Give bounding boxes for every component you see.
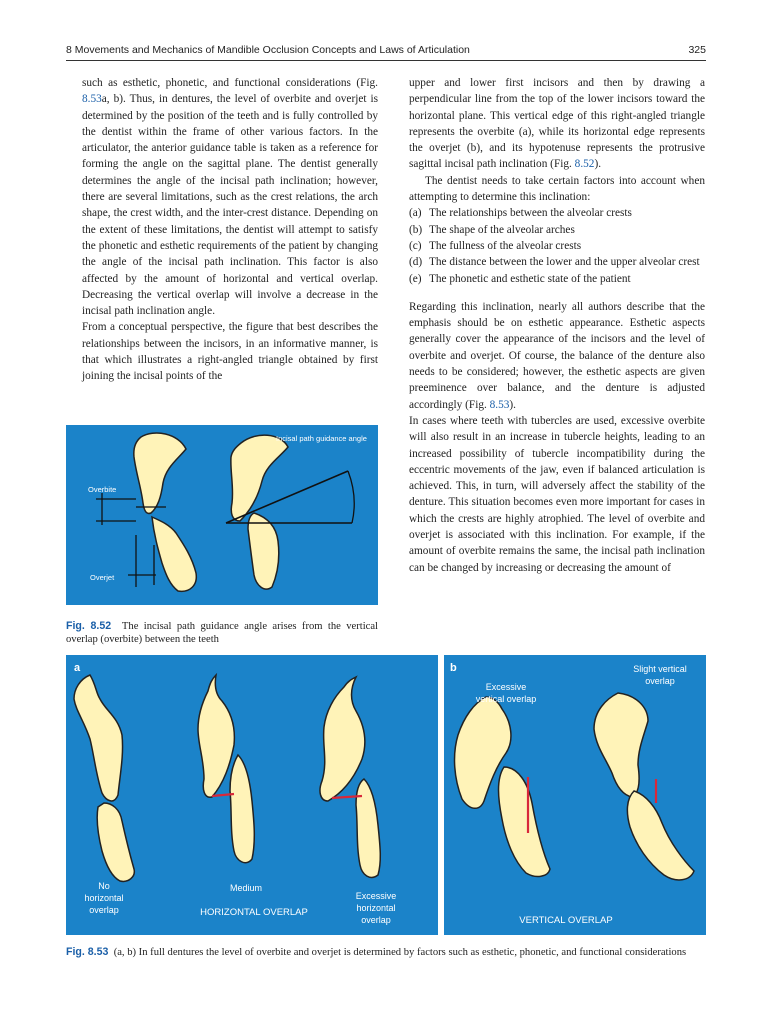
list-item: (d) The distance between the lower and the upper alveolar crest xyxy=(409,256,700,269)
figure-link[interactable]: 8.53 xyxy=(82,93,102,106)
svg-text:VERTICAL OVERLAP: VERTICAL OVERLAP xyxy=(519,915,613,926)
lower-incisor-left xyxy=(152,517,196,591)
figure-link[interactable]: 8.53 xyxy=(489,398,510,411)
svg-text:No: No xyxy=(98,881,110,891)
svg-text:Excessive: Excessive xyxy=(485,682,527,692)
figure-8-52 xyxy=(66,425,378,605)
paragraph: upper and lower first incisors and then by drawing a perpendicular line from the top of the lower incisors toward the horizontal plane. This vertical edge of this right-angled triangle represents the overbite (a), while its horizontal edge represents the overjet (b), and its hypotenuse represents the protrusive sagittal incisal path inclination (Fig. 8.52). xyxy=(409,77,705,171)
paragraph: From a conceptual perspective, the figure that best describes the relationships between the incisors, in an informative manner, is that which illustrates a right-angled triangle obtained by first joining the incisal points of the xyxy=(82,321,378,383)
paragraph: Regarding this inclination, nearly all authors describe that the emphasis should be on esthetic appearance. Esthetic aspects generally cover the appearance of the incisors and the level of overbite and overjet. Of course, the balance of the denture also needs to be considered; however, the esthetic aspects are given preeminence over balance, and the denture is adjusted accordingly (Fig. 8.53). xyxy=(409,300,705,411)
overlap-diagram xyxy=(66,655,706,935)
svg-text:horizontal: horizontal xyxy=(356,903,396,913)
figure-caption: Fig. 8.53 (a, b) In full dentures the level of overbite and overjet is determined by factors such as esthetic, phonetic, and functional considerations xyxy=(66,946,687,958)
header-rule xyxy=(66,60,706,61)
upper-incisor-left xyxy=(134,433,186,513)
paragraph: In cases where teeth with tubercles are used, excessive overbite will also result in an increase in tubercle heights, leading to an increased possibility of tubercle incompatibility during the eccentric movements of the jaw, even if balanced articulation is achieved. This, in turn, will adversely affect the stability of the denture. This situation becomes even more important for cases in which the crests are highly atrophied. The level of overbite and overjet is associated with this inclination. For example, if the amount of overbite remains the same, the incisal path inclination can be changed by increasing or decreasing the amount of xyxy=(409,414,705,574)
running-header xyxy=(66,44,706,60)
text-column-right xyxy=(409,75,705,576)
factor-list xyxy=(409,205,705,286)
page-number: 325 xyxy=(688,44,706,56)
list-item: (a) The relationships between the alveolar crests xyxy=(409,207,632,220)
svg-text:Medium: Medium xyxy=(229,883,263,893)
svg-text:Slight vertical: Slight vertical xyxy=(633,664,687,674)
paragraph: The dentist needs to take certain factors into account when attempting to determine this inclination: xyxy=(409,174,705,204)
panel-label-a: a xyxy=(74,662,81,674)
incisal-angle-diagram xyxy=(66,425,378,605)
list-item: (b) The shape of the alveolar arches xyxy=(409,223,575,236)
svg-text:vertical overlap: vertical overlap xyxy=(475,694,537,704)
chapter-title: 8 Movements and Mechanics of Mandible Occlusion Concepts and Laws of Articulation xyxy=(66,44,470,56)
list-item: (c) The fullness of the alveolar crests xyxy=(409,239,582,252)
lower-incisor-right xyxy=(248,513,279,589)
text-column-left xyxy=(82,75,378,385)
label-incisal-angle: Incisal path guidance angle xyxy=(276,434,367,443)
list-item: (e) The phonetic and esthetic state of the patient xyxy=(409,272,631,285)
figure-8-53 xyxy=(66,655,706,935)
label-overjet: Overjet xyxy=(90,573,115,582)
svg-text:Excessive: Excessive xyxy=(355,891,397,901)
figure-caption: Fig. 8.52 The incisal path guidance angle arises from the vertical overlap (overbite) between the teeth xyxy=(66,620,378,645)
figure-link[interactable]: 8.52 xyxy=(574,158,595,171)
panel-label-b: b xyxy=(450,662,457,674)
svg-text:overlap: overlap xyxy=(645,676,675,686)
svg-text:overlap: overlap xyxy=(361,915,391,925)
label-overbite: Overbite xyxy=(88,485,117,494)
paragraph: such as esthetic, phonetic, and functional considerations (Fig. 8.53a, b). Thus, in dentures, the level of overbite and overjet is determined by the position of the teeth and is fully controlled by the dentist within the frame of other various factors. In the articulator, the anterior guidance table is taken as a reference for forming the angle on the sagittal plane. The dentist generally determines the angle of the incisal path inclination; however, there are several limitations, such as the crest relations, the arch shape, the crest width, and the inter-crest distance. Depending on the extent of these limitations, the dentist will attempt to satisfy the phonetic and esthetic requirements of the patient by changing the angle of the incisal path inclination. This factor is also affected by the amount of horizontal and vertical overlap. Decreasing the vertical overlap will involve a decrease in the incisal path inclination angle. xyxy=(82,77,378,318)
svg-text:HORIZONTAL OVERLAP: HORIZONTAL OVERLAP xyxy=(200,907,308,918)
svg-text:overlap: overlap xyxy=(89,905,119,915)
svg-text:horizontal: horizontal xyxy=(84,893,124,903)
